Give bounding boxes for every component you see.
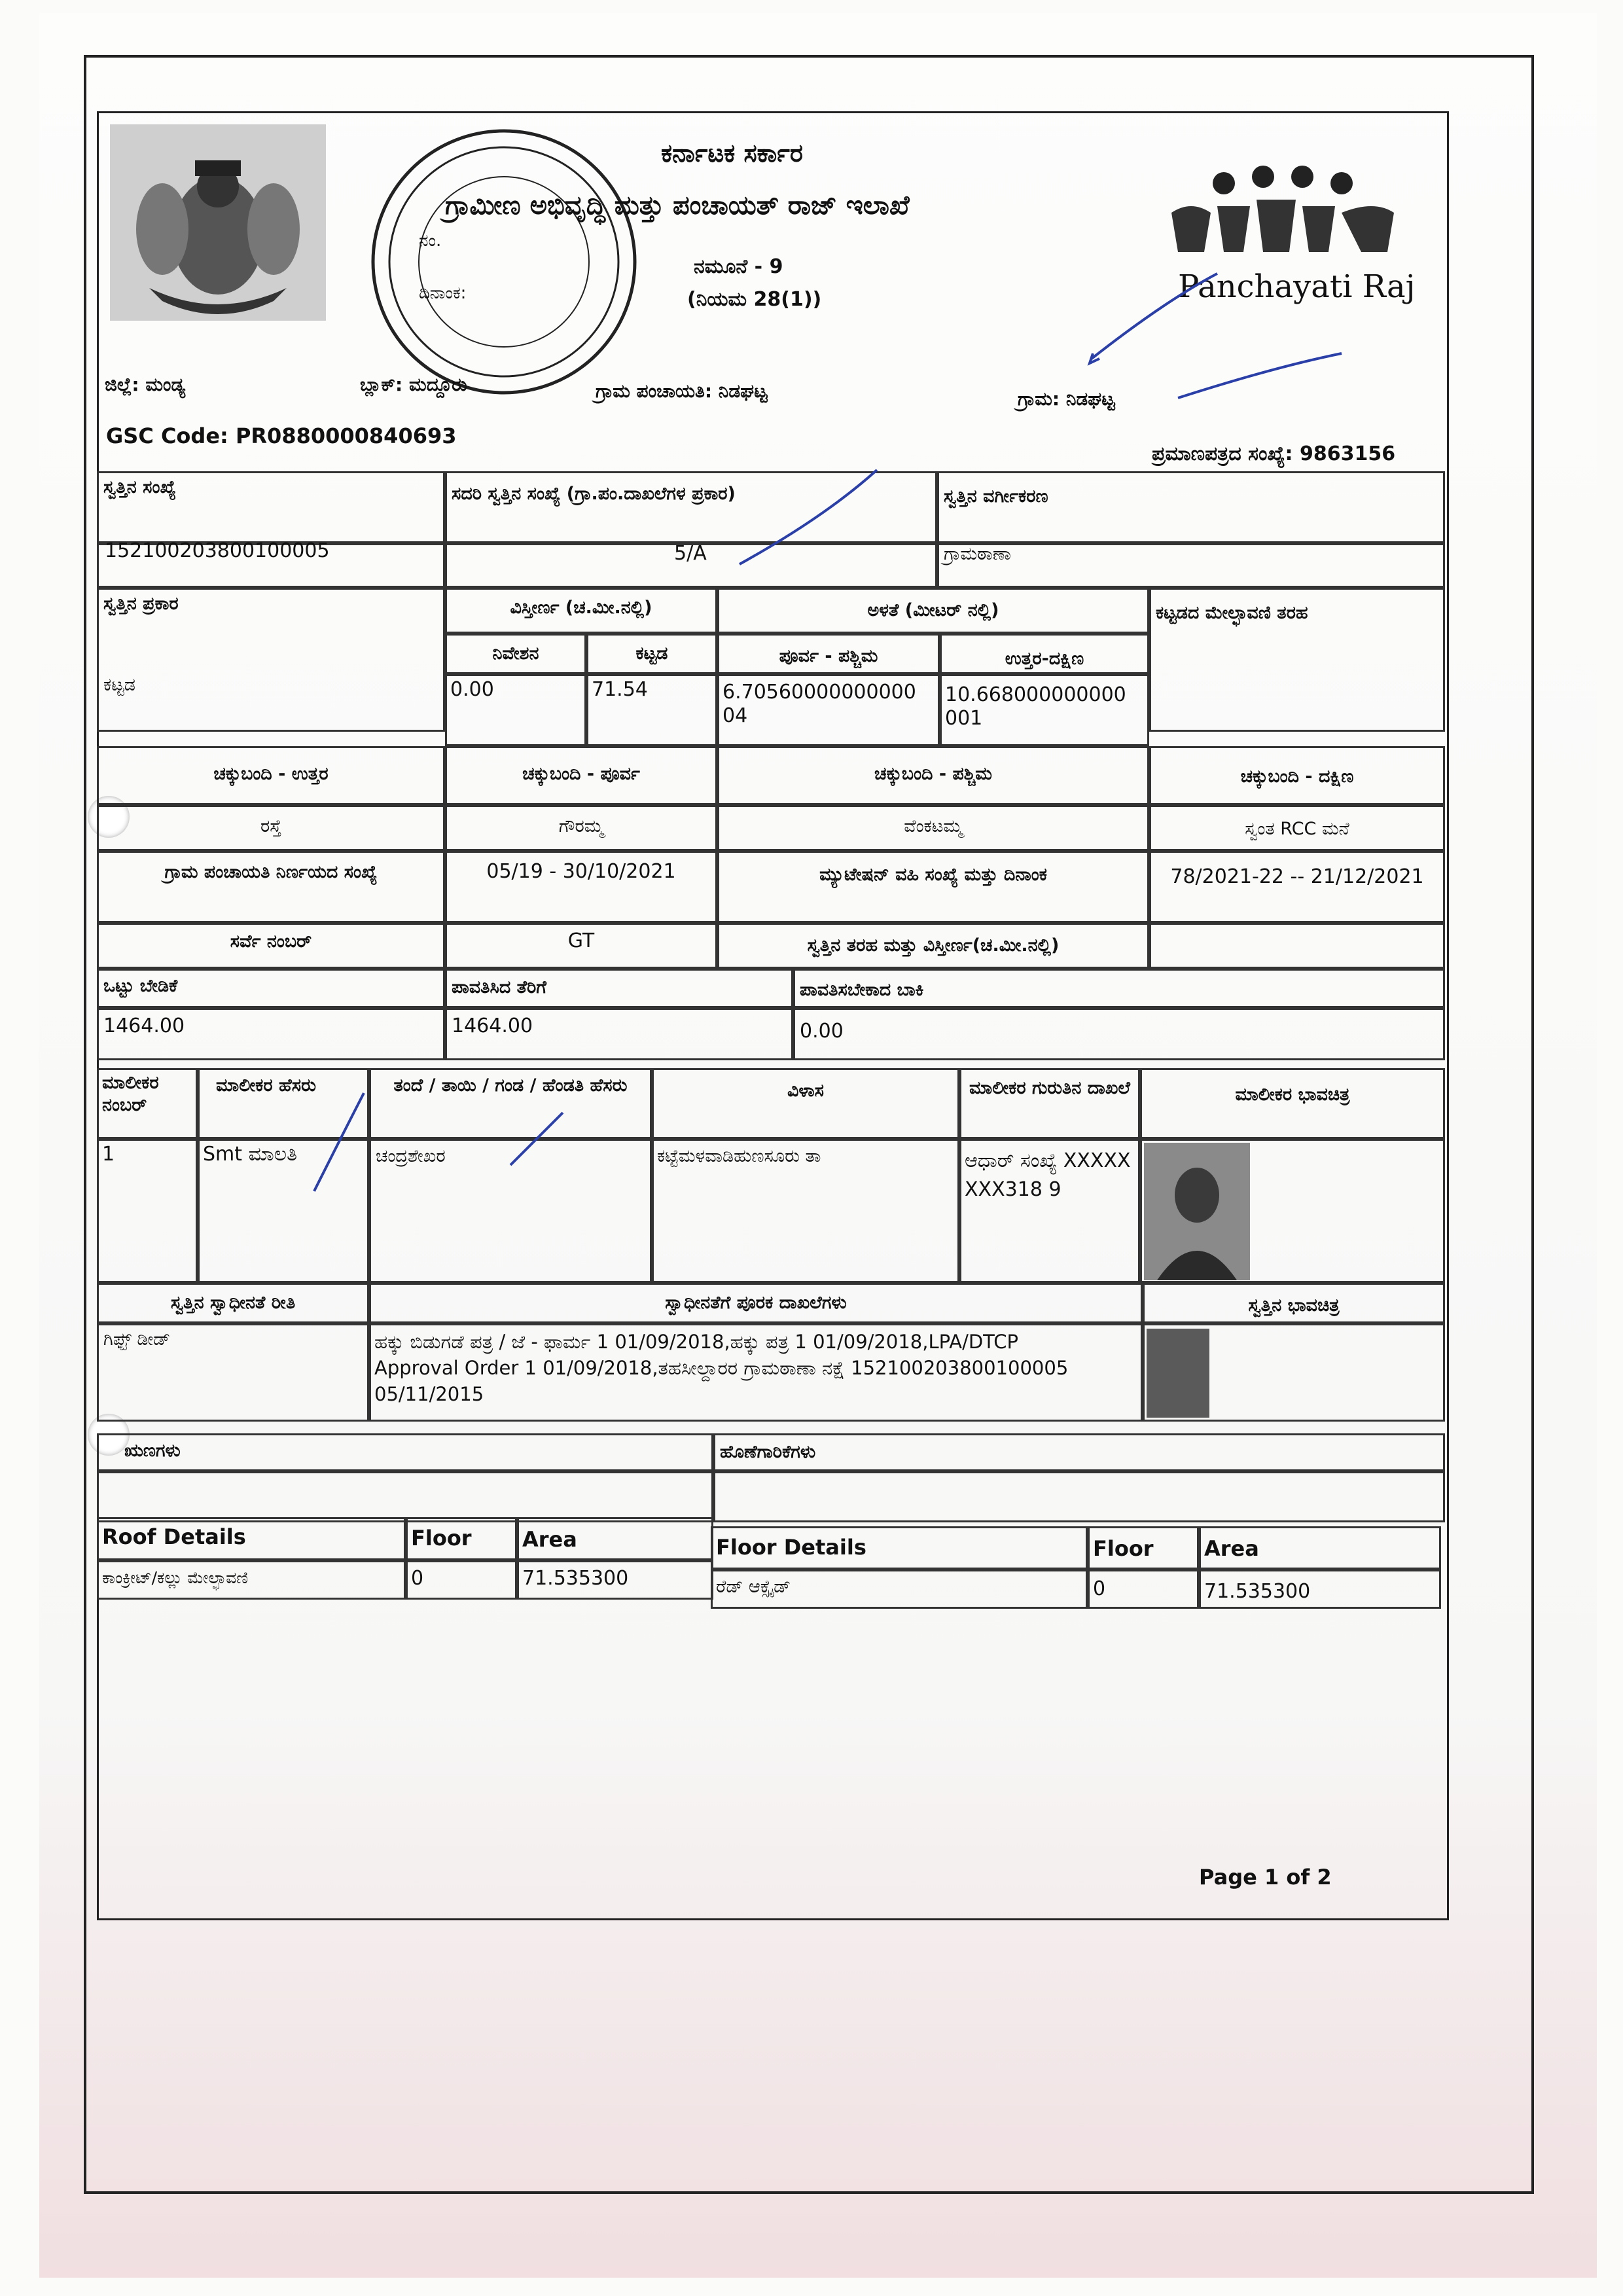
property-photo-label: ಸ್ವತ್ತಿನ ಭಾವಚಿತ್ರ — [1248, 1295, 1340, 1316]
floor-type-value: ರೆಡ್ ಆಕ್ಸೈಡ್ — [716, 1577, 791, 1597]
south-label: ಚಕ್ಕುಬಂದಿ - ದಕ್ಷಿಣ — [1240, 766, 1354, 787]
total-value: 1464.00 — [103, 1014, 185, 1037]
seal-number: ನಂ. — [419, 231, 442, 251]
page-number: Page 1 of 2 — [1199, 1865, 1332, 1890]
logo-text: Panchayati Raj — [1178, 268, 1416, 305]
id-doc-value: ಆಧಾರ್ ಸಂಖ್ಯೆ XXXXXXXX318 9 — [965, 1149, 1131, 1201]
owner-no-value: 1 — [102, 1143, 115, 1166]
west-value: ವೆಂಕಟಮ್ಮ — [904, 816, 963, 836]
floor-floor-value: 0 — [1093, 1577, 1106, 1600]
site-label: ನಿವೇಶನ — [492, 643, 539, 664]
local-no-label: ಸದರಿ ಸ್ವತ್ತಿನ ಸಂಖ್ಯೆ (ಗ್ರಾ.ಪಂ.ದಾಖಲೆಗಳ ಪ್ರಕಾರ) — [452, 484, 736, 504]
roof-type-label: ಕಟ್ಟಡದ ಮೇಲ್ಛಾವಣಿ ತರಹ — [1156, 603, 1308, 623]
gram-panchayat: ಗ್ರಾಮ ಪಂಚಾಯತಿ: ನಿಡಘಟ್ಟ — [596, 380, 768, 402]
owner-photo-label: ಮಾಲೀಕರ ಭಾವಚಿತ್ರ — [1235, 1085, 1350, 1105]
relation-value: ಚಂದ್ರಶೇಖರ — [376, 1146, 446, 1166]
roof-floor-label: Floor — [411, 1526, 472, 1551]
ns-value: 10.668000000000 001 — [945, 683, 1126, 730]
local-no-value: 5/A — [674, 542, 707, 565]
south-value: ಸ್ವಂತ RCC ಮನೆ — [1245, 819, 1349, 839]
due-value: 0.00 — [800, 1020, 844, 1043]
state-title: ಕರ್ನಾಟಕ ಸರ್ಕಾರ — [661, 139, 803, 168]
seal-date: ದಿನಾಂಕ: — [419, 283, 467, 303]
address-label: ವಿಳಾಸ — [787, 1081, 824, 1101]
type-label: ಸ್ವತ್ತಿನ ಪ್ರಕಾರ — [103, 594, 179, 614]
measure-label: ಅಳತೆ (ಮೀಟರ್ ನಲ್ಲಿ) — [867, 600, 999, 620]
ew-value: 6.70560000000000 04 — [722, 681, 916, 727]
east-value: ಗೌರಮ್ಮ — [558, 816, 604, 836]
roof-type-value: ಕಾಂಕ್ರೀಟ್/ಕಲ್ಲು ಮೇಲ್ಛಾವಣಿ — [102, 1568, 248, 1587]
property-id-value: 152100203800100005 — [105, 539, 330, 562]
class-value: ಗ್ರಾಮಠಾಣಾ — [944, 544, 1011, 564]
mutation-value: 78/2021-22 -- 21/12/2021 — [1170, 865, 1424, 888]
building-label: ಕಟ್ಟಡ — [635, 643, 668, 664]
north-value: ರಸ್ತೆ — [260, 816, 281, 836]
east-label: ಚಕ್ಕುಬಂದಿ - ಪೂರ್ವ — [522, 764, 640, 784]
area-label: ವಿಸ್ತೀರ್ಣ (ಚ.ಮೀ.ನಲ್ಲಿ) — [510, 598, 652, 618]
property-id-label: ಸ್ವತ್ತಿನ ಸಂಖ್ಯೆ — [103, 477, 176, 497]
id-doc-label: ಮಾಲೀಕರ ಗುರುತಿನ ದಾಖಲೆ — [969, 1078, 1130, 1098]
building-value: 71.54 — [592, 678, 648, 701]
gsc-code: GSC Code: PR0880000840693 — [106, 423, 457, 448]
docs-label: ಸ್ವಾಧೀನತೆಗೆ ಪೂರಕ ದಾಖಲೆಗಳು — [665, 1293, 847, 1313]
encumbrance-label: ಋಣಗಳು — [124, 1441, 181, 1461]
floor-area-value: 71.535300 — [1204, 1580, 1311, 1603]
floor-floor-label: Floor — [1093, 1536, 1154, 1561]
village: ಗ್ರಾಮ: ನಿಡಘಟ್ಟ — [1018, 388, 1115, 410]
due-label: ಪಾವತಿಸಬೇಕಾದ ಬಾಕಿ — [800, 980, 924, 1000]
address-value: ಕಟ್ಟೆಮಳವಾಡಿಹುಣಸೂರು ತಾ — [657, 1146, 821, 1166]
gp-label: ಗ್ರಾಮ ಪಂಚಾಯತಿ ನಿರ್ಣಯದ ಸಂಖ್ಯೆ — [164, 862, 378, 882]
site-value: 0.00 — [450, 678, 494, 701]
district: ಜಿಲ್ಲೆ: ಮಂಡ್ಯ — [105, 374, 186, 395]
mode-value: ಗಿಫ್ಟ್ ಡೀಡ್ — [103, 1329, 171, 1350]
class-label: ಸ್ವತ್ತಿನ ವರ್ಗೀಕರಣ — [944, 486, 1048, 507]
paid-label: ಪಾವತಿಸಿದ ತೆರಿಗೆ — [452, 977, 546, 997]
floor-area-label: Area — [1204, 1536, 1259, 1561]
roof-floor-value: 0 — [411, 1567, 424, 1590]
survey-label: ಸರ್ವೆ ನಂಬರ್ — [230, 931, 312, 952]
ns-label: ಉತ್ತರ-ದಕ್ಷಿಣ — [1005, 649, 1084, 669]
paid-value: 1464.00 — [452, 1014, 533, 1037]
roof-area-value: 71.535300 — [522, 1567, 629, 1590]
mode-label: ಸ್ವತ್ತಿನ ಸ್ವಾಧೀನತೆ ರೀತಿ — [170, 1293, 296, 1313]
block: ಬ್ಲಾಕ್: ಮದ್ದೂರು — [360, 374, 467, 395]
form-number: ನಮೂನೆ - 9 — [694, 255, 783, 278]
form-rule: (ನಿಯಮ 28(1)) — [687, 288, 822, 311]
relation-label: ತಂದೆ / ತಾಯಿ / ಗಂಡ / ಹೆಂಡತಿ ಹೆಸರು — [393, 1075, 628, 1096]
roof-area-label: Area — [522, 1527, 577, 1552]
owner-name-value: Smt ಮಾಲತಿ — [203, 1143, 298, 1166]
gp-value: 05/19 - 30/10/2021 — [486, 860, 676, 883]
total-label: ಒಟ್ಟು ಬೇಡಿಕೆ — [103, 976, 178, 996]
department-title: ಗ್ರಾಮೀಣ ಅಭಿವೃದ್ಧಿ ಮತ್ತು ಪಂಚಾಯತ್ ರಾಜ್ ಇಲಾಖೆ — [445, 190, 910, 221]
type-value: ಕಟ್ಟಡ — [103, 675, 135, 695]
ew-label: ಪೂರ್ವ - ಪಶ್ಚಿಮ — [779, 646, 878, 666]
owner-name-label: ಮಾಲೀಕರ ಹೆಸರು — [216, 1075, 317, 1096]
liability-label: ಹೊಣೆಗಾರಿಕೆಗಳು — [720, 1442, 816, 1462]
certificate-number: ಪ್ರಮಾಣಪತ್ರದ ಸಂಖ್ಯೆ: 9863156 — [1152, 442, 1396, 465]
floor-title: Floor Details — [716, 1535, 866, 1560]
west-label: ಚಕ್ಕುಬಂದಿ - ಪಶ್ಚಿಮ — [874, 764, 992, 784]
roof-title: Roof Details — [102, 1524, 246, 1549]
north-label: ಚಕ್ಕುಬಂದಿ - ಉತ್ತರ — [213, 764, 329, 784]
survey-value: GT — [567, 929, 595, 952]
mutation-label: ಮ್ಯುಟೇಷನ್ ವಹಿ ಸಂಖ್ಯೆ ಮತ್ತು ದಿನಾಂಕ — [819, 865, 1047, 885]
type-area-label: ಸ್ವತ್ತಿನ ತರಹ ಮತ್ತು ವಿಸ್ತೀರ್ಣ(ಚ.ಮೀ.ನಲ್ಲಿ) — [807, 935, 1060, 956]
owner-no-label: ಮಾಲೀಕರ ನಂಬರ್ — [102, 1073, 159, 1115]
docs-value: ಹಕ್ಕು ಬಿಡುಗಡೆ ಪತ್ರ / ಜೆ - ಫಾರ್ಮ 1 01/09/2018,ಹಕ್ಕು ಪತ್ರ 1 01/09/2018,LPA/DTCP Approval Order 1 01/09/2018,ತಹಸೀಲ್ದಾರರ ಗ್ರಾಮಠಾಣಾ ನಕ್ಷೆ 152100203800100005 05/11/2015 — [374, 1331, 1069, 1405]
